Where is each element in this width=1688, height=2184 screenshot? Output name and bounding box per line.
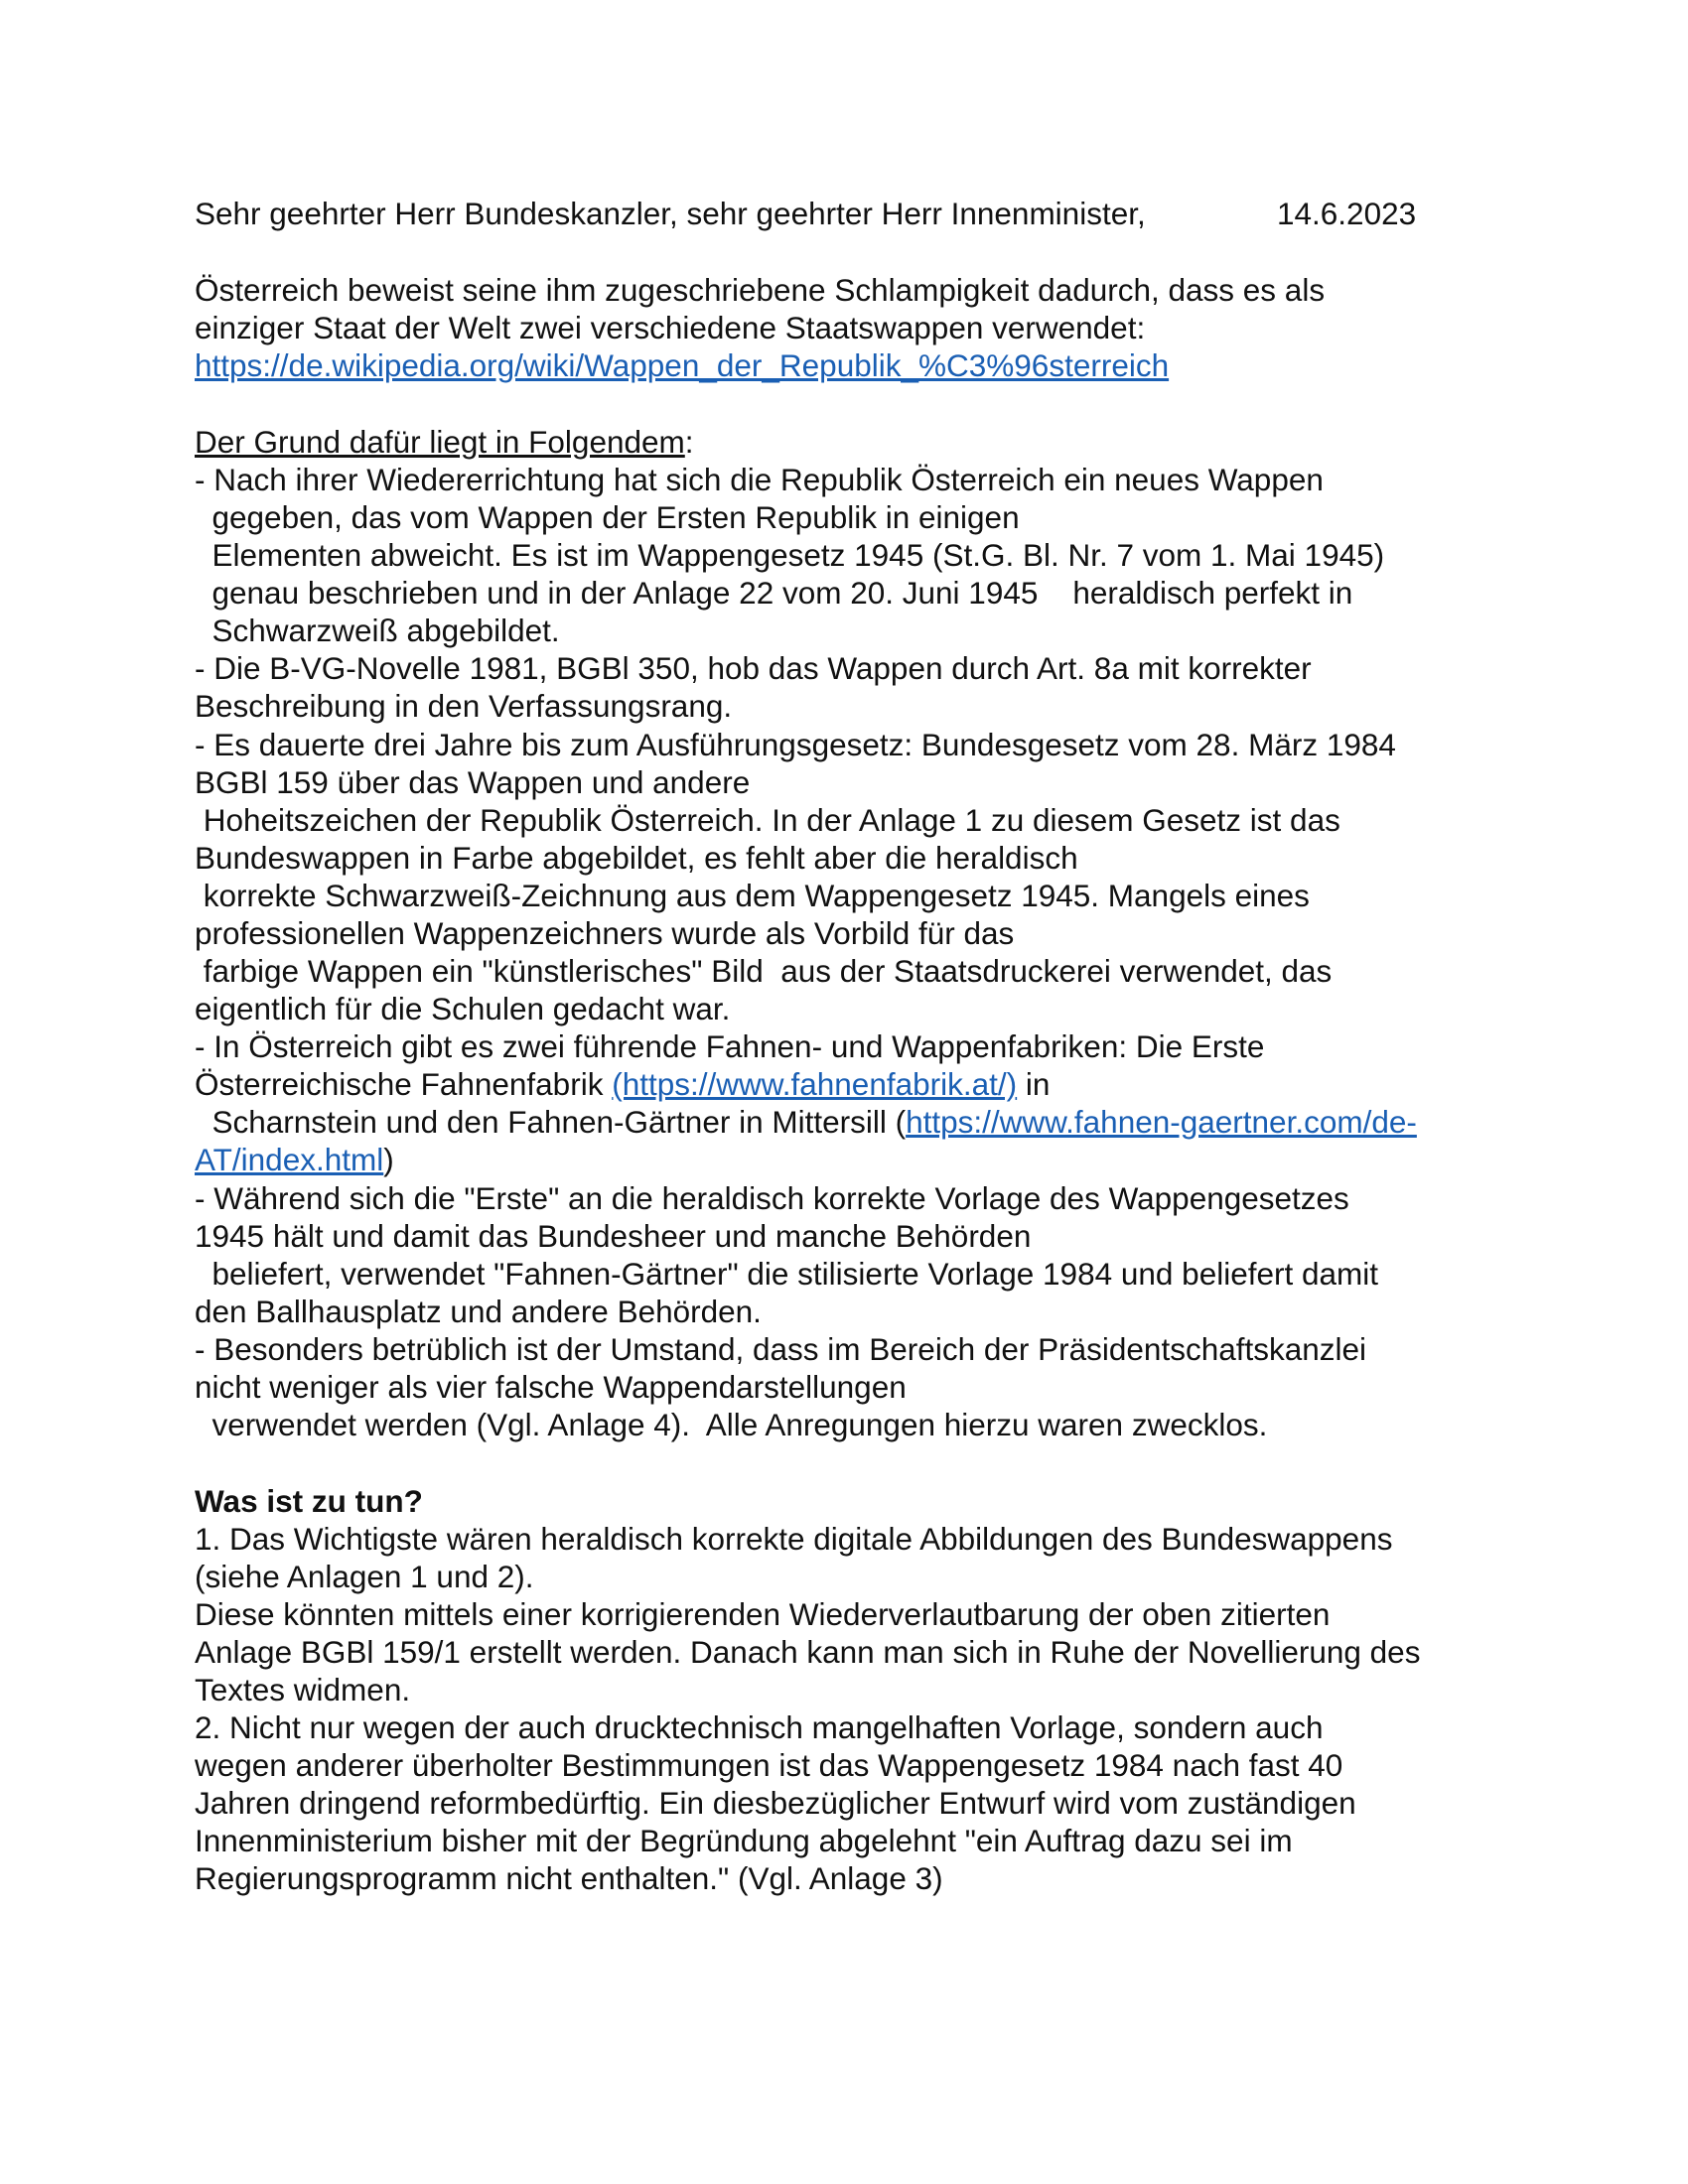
tun-item-2-line-5: Regierungsprogramm nicht enthalten." (Vgl. Anlage 3) [195, 1860, 943, 1896]
grund-p3-line-2: BGBl 159 über das Wappen und andere [195, 764, 751, 800]
grund-p4-line-1: - In Österreich gibt es zwei führende Fahnen- und Wappenfabriken: Die Erste [195, 1028, 1265, 1064]
tun-item-2-line-1: 2. Nicht nur wegen der auch drucktechnisch mangelhaften Vorlage, sondern auch [195, 1709, 1324, 1745]
grund-p3-line-7: farbige Wappen ein "künstlerisches" Bild aus der Staatsdruckerei verwendet, das [195, 953, 1333, 989]
letter-date: 14.6.2023 [1277, 196, 1417, 231]
tun-item-2-line-4: Innenministerium bisher mit der Begründung abgelehnt "ein Auftrag dazu sei im [195, 1823, 1293, 1858]
tun-item-1-line-2: (siehe Anlagen 1 und 2). [195, 1559, 534, 1594]
salutation: Sehr geehrter Herr Bundeskanzler, sehr geehrter Herr Innenminister, [195, 196, 1146, 231]
grund-p5-line-4: den Ballhausplatz und andere Behörden. [195, 1294, 762, 1329]
grund-p2-line-1: - Die B-VG-Novelle 1981, BGBl 350, hob das Wappen durch Art. 8a mit korrekter [195, 650, 1312, 686]
grund-heading [195, 423, 694, 461]
grund-p6-line-3: verwendet werden (Vgl. Anlage 4). Alle Anregungen hierzu waren zwecklos. [195, 1407, 1268, 1442]
fahnen-gaertner-link-continued[interactable]: AT/index.html [195, 1142, 384, 1177]
grund-p5-line-2: 1945 hält und damit das Bundesheer und manche Behörden [195, 1218, 1032, 1254]
tun-item-2-line-3: Jahren dringend reformbedürftig. Ein diesbezüglicher Entwurf wird vom zuständigen [195, 1785, 1356, 1821]
grund-p4-line-3 [195, 1103, 1417, 1141]
intro-line-2: einziger Staat der Welt zwei verschiedene Staatswappen verwendet: [195, 310, 1146, 345]
grund-p1-line-2: gegeben, das vom Wappen der Ersten Republik in einigen [195, 499, 1020, 535]
grund-p1-line-1: - Nach ihrer Wiedererrichtung hat sich die Republik Österreich ein neues Wappen [195, 462, 1324, 497]
tun-item-1-line-4: Anlage BGBl 159/1 erstellt werden. Danach kann man sich in Ruhe der Novellierung des [195, 1634, 1421, 1670]
grund-p1-line-5: Schwarzweiß abgebildet. [195, 613, 560, 648]
tun-item-1-line-1: 1. Das Wichtigste wären heraldisch korrekte digitale Abbildungen des Bundeswappens [195, 1521, 1393, 1557]
grund-p2-line-2: Beschreibung in den Verfassungsrang. [195, 688, 733, 724]
tun-heading: Was ist zu tun? [195, 1483, 423, 1519]
grund-heading-text: Der Grund dafür liegt in Folgendem [195, 424, 685, 460]
grund-p3-line-8: eigentlich für die Schulen gedacht war. [195, 991, 731, 1026]
grund-p5-line-3: beliefert, verwendet "Fahnen-Gärtner" die stilisierte Vorlage 1984 und beliefert damit [195, 1256, 1379, 1292]
intro-line-3 [195, 346, 1169, 384]
grund-p3-line-5: korrekte Schwarzweiß-Zeichnung aus dem Wappengesetz 1945. Mangels eines [195, 878, 1310, 913]
fahnen-gaertner-link[interactable]: https://www.fahnen-gaertner.com/de- [906, 1104, 1417, 1140]
grund-p3-line-3: Hoheitszeichen der Republik Österreich. In der Anlage 1 zu diesem Gesetz ist das [195, 802, 1340, 838]
grund-p4-line-2 [195, 1065, 1050, 1103]
grund-p6-line-2: nicht weniger als vier falsche Wappendarstellungen [195, 1369, 907, 1405]
grund-p4-line-2-end: in [1017, 1066, 1051, 1102]
wikipedia-link[interactable]: https://de.wikipedia.org/wiki/Wappen_der_Republik_%C3%96sterreich [195, 347, 1170, 383]
grund-p4-line-4-end: ) [383, 1142, 394, 1177]
tun-item-2-line-2: wegen anderer überholter Bestimmungen ist das Wappengesetz 1984 nach fast 40 [195, 1747, 1343, 1783]
grund-p3-line-6: professionellen Wappenzeichners wurde als Vorbild für das [195, 915, 1015, 951]
grund-p1-line-4: genau beschrieben und in der Anlage 22 vom 20. Juni 1945 heraldisch perfekt in [195, 575, 1353, 611]
tun-item-1-line-3: Diese könnten mittels einer korrigierenden Wiederverlautbarung der oben zitierten [195, 1596, 1331, 1632]
grund-p4-line-2-text: Österreichische Fahnenfabrik [195, 1066, 613, 1102]
grund-p5-line-1: - Während sich die "Erste" an die heraldisch korrekte Vorlage des Wappengesetzes [195, 1180, 1349, 1216]
grund-p3-line-4: Bundeswappen in Farbe abgebildet, es fehlt aber die heraldisch [195, 840, 1078, 876]
grund-p1-line-3: Elementen abweicht. Es ist im Wappengesetz 1945 (St.G. Bl. Nr. 7 vom 1. Mai 1945) [195, 537, 1385, 573]
grund-p4-line-4 [195, 1141, 394, 1178]
tun-item-1-line-5: Textes widmen. [195, 1672, 411, 1707]
grund-heading-colon: : [684, 424, 694, 460]
intro-line-1: Österreich beweist seine ihm zugeschriebene Schlampigkeit dadurch, dass es als [195, 272, 1326, 308]
grund-p3-line-1: - Es dauerte drei Jahre bis zum Ausführungsgesetz: Bundesgesetz vom 28. März 1984 [195, 727, 1396, 762]
fahnenfabrik-link[interactable]: (https://www.fahnenfabrik.at/) [612, 1066, 1018, 1102]
grund-p4-line-3-text: Scharnstein und den Fahnen-Gärtner in Mittersill ( [195, 1104, 907, 1140]
grund-p6-line-1: - Besonders betrüblich ist der Umstand, dass im Bereich der Präsidentschaftskanzlei [195, 1331, 1367, 1367]
